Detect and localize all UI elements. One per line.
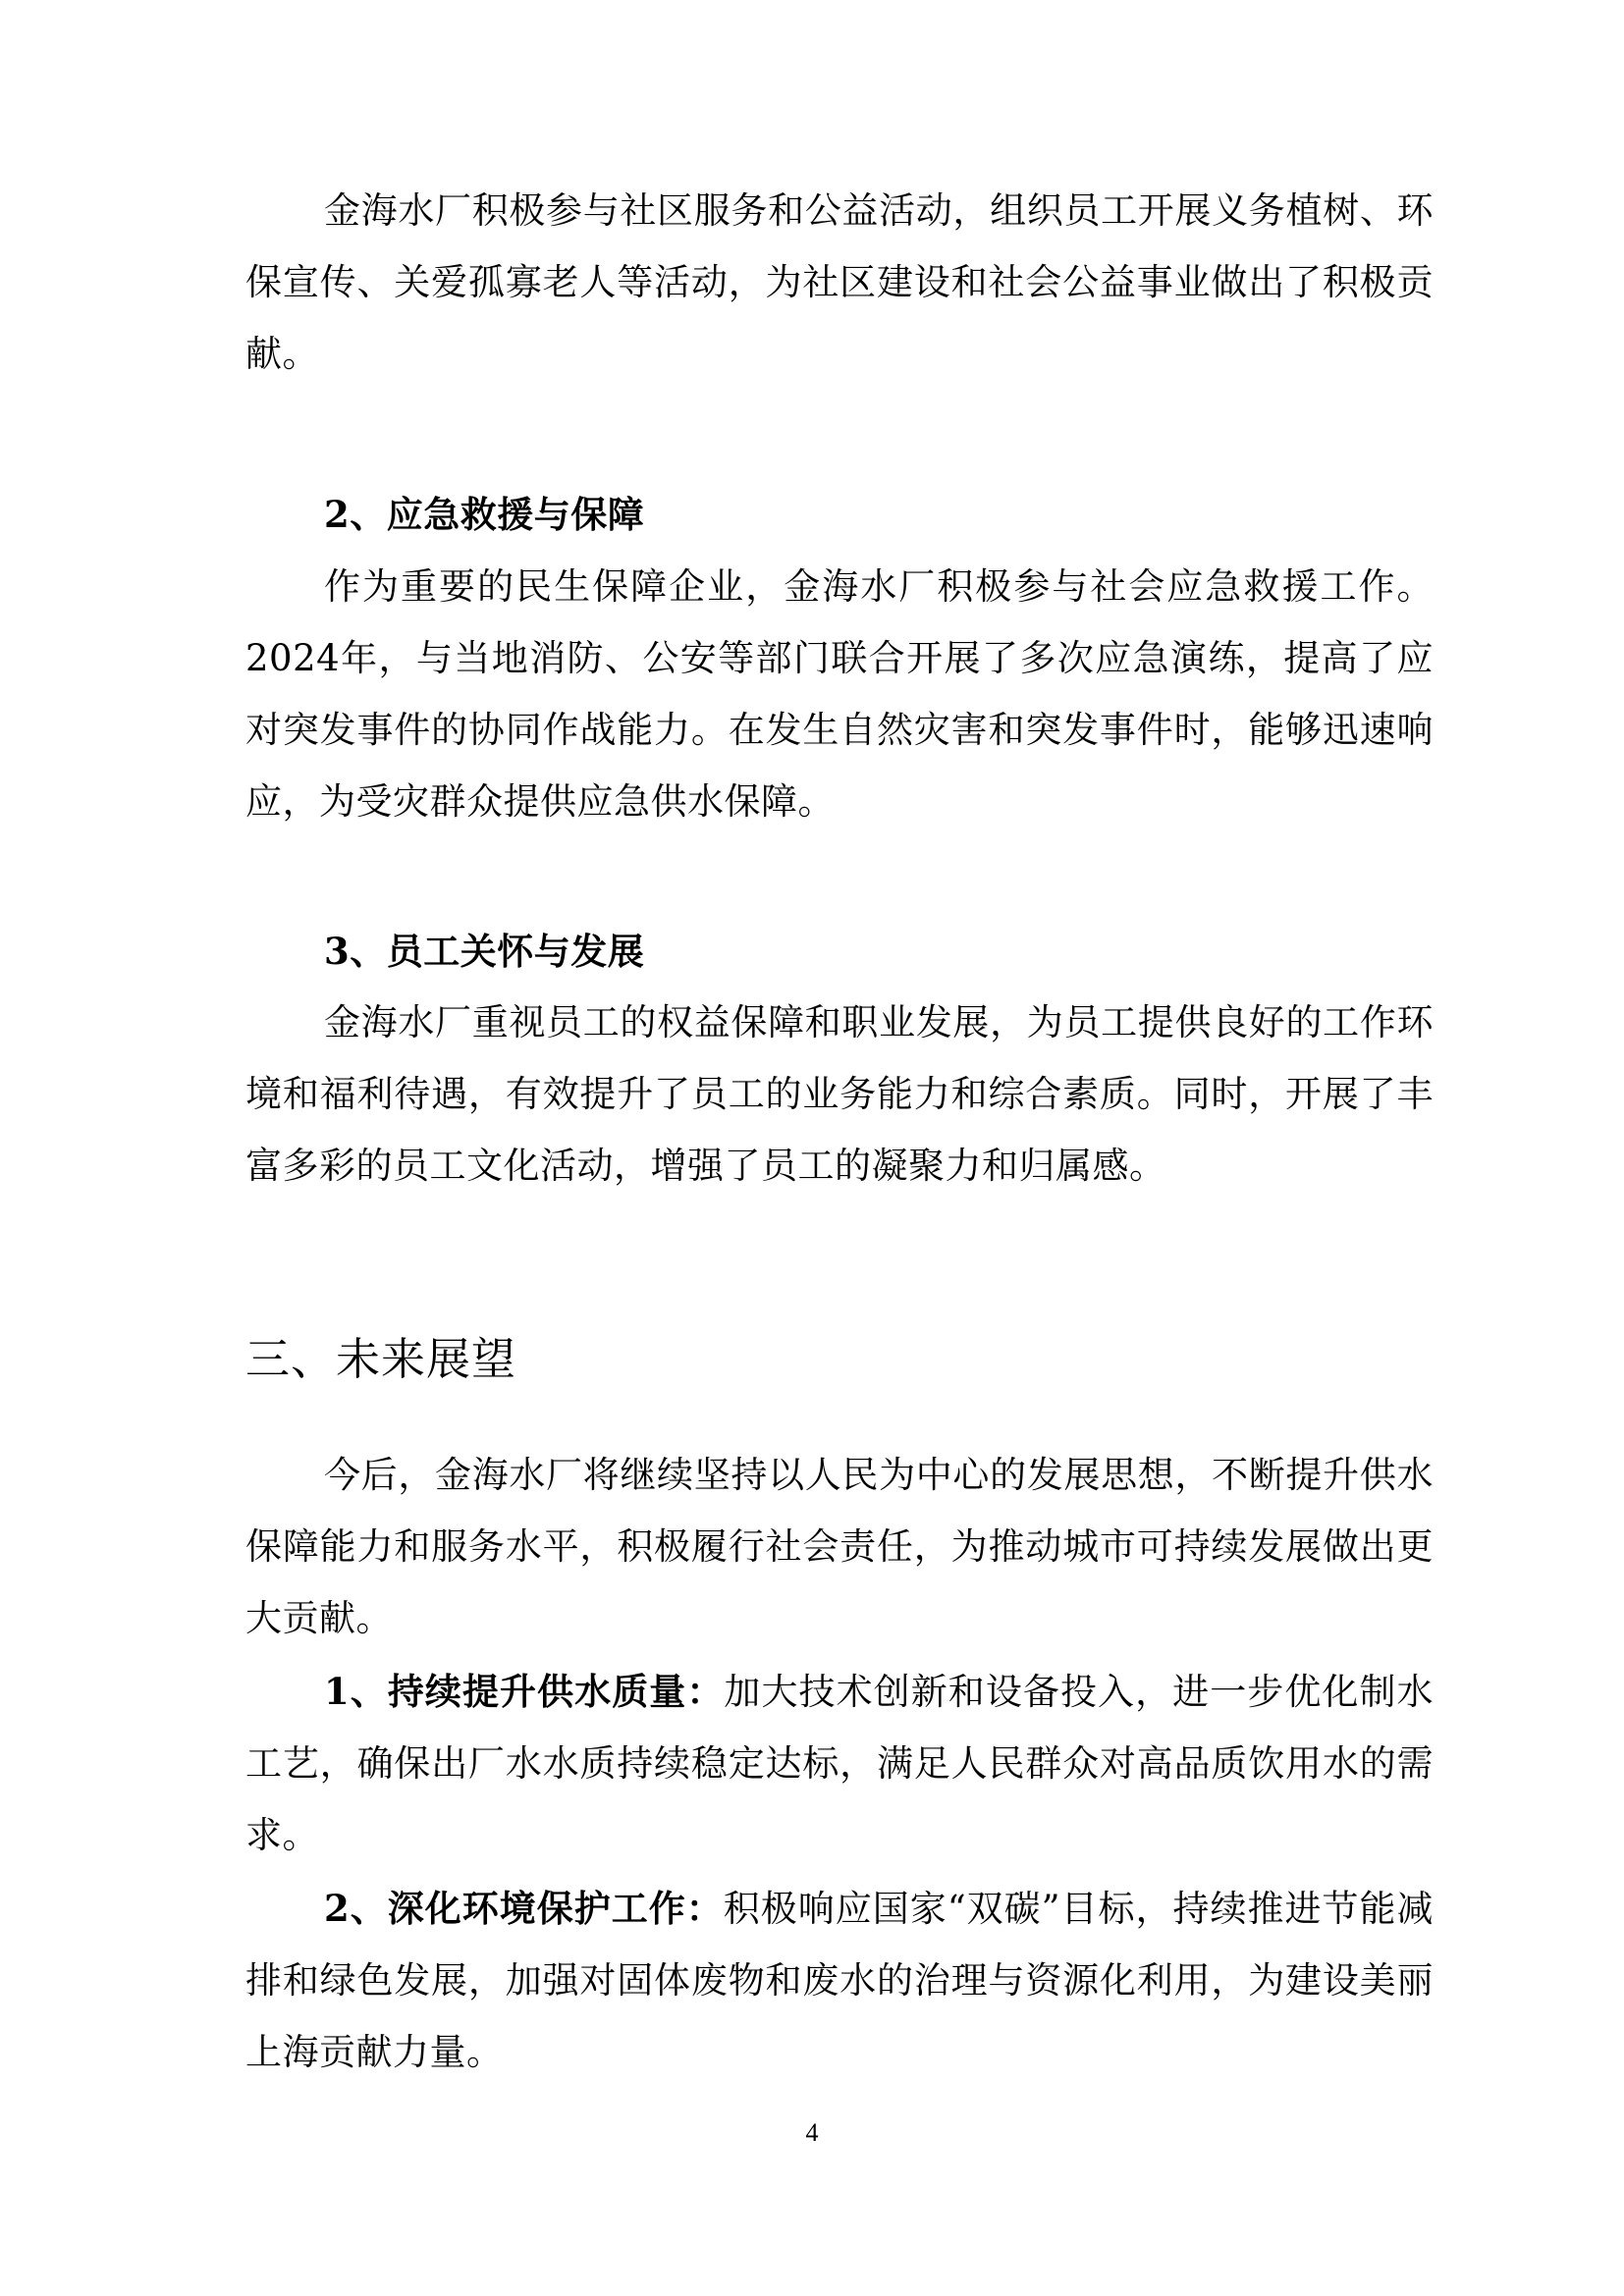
goal-item-lead: 2、深化环境保护工作： (324, 1887, 724, 1930)
emergency-rescue-paragraph: 作为重要的民生保障企业，金海水厂积极参与社会应急救援工作。2024年，与当地消防、公安等部门联合开展了多次应急演练，提高了应对突发事件的协同作战能力。在发生自然灾害和突发事件时，能够迅速响应，为受灾群众提供应急供水保障。 (245, 565, 1434, 823)
goal-item-water-quality (245, 1656, 1434, 1871)
employee-care-heading: 3、员工关怀与发展 (324, 930, 645, 973)
future-outlook-title: 三、未来展望 (245, 1333, 517, 1385)
future-outlook-intro: 今后，金海水厂将继续坚持以人民为中心的发展思想，不断提升供水保障能力和服务水平，积极履行社会责任，为推动城市可持续发展做出更大贡献。 (245, 1454, 1434, 1639)
goal-item-lead: 1、持续提升供水质量： (324, 1670, 725, 1713)
goal-item-text: 加大技术创新和设备投入，进一步优化制水工艺，确保出厂水水质持续稳定达标，满足人民群众对高品质饮用水的需求。 (245, 1671, 1435, 1856)
goal-item-text: 积极响应国家“双碳”目标，持续推进节能减排和绿色发展，加强对固体废物和废水的治理与资源化利用，为建设美丽上海贡献力量。 (245, 1888, 1434, 2073)
community-service-paragraph: 金海水厂积极参与社区服务和公益活动，组织员工开展义务植树、环保宣传、关爱孤寡老人等活动，为社区建设和社会公益事业做出了积极贡献。 (245, 189, 1434, 375)
emergency-rescue-heading: 2、应急救援与保障 (324, 493, 645, 536)
employee-care-paragraph: 金海水厂重视员工的权益保障和职业发展，为员工提供良好的工作环境和福利待遇，有效提升了员工的业务能力和综合素质。同时，开展了丰富多彩的员工文化活动，增强了员工的凝聚力和归属感。 (245, 1001, 1434, 1187)
goal-item-environment (245, 1873, 1434, 2088)
page-number: 4 (805, 2118, 819, 2147)
